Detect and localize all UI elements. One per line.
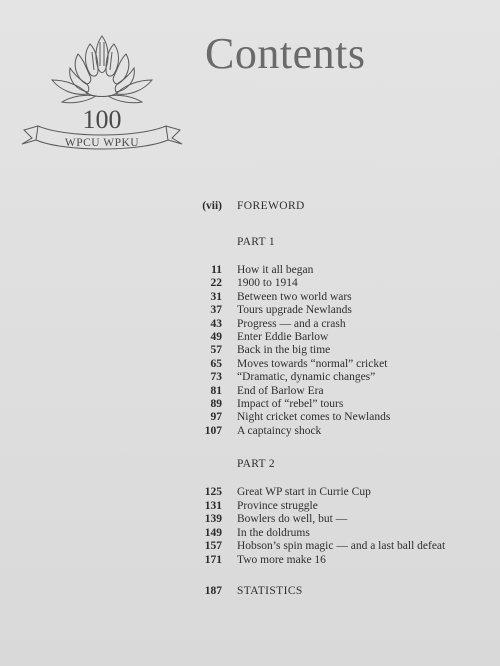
toc-entry-title: STATISTICS xyxy=(237,585,303,597)
toc-page-number: 139 xyxy=(204,513,222,525)
toc-entry-title: Two more make 16 xyxy=(237,553,326,566)
toc-page-number: 43 xyxy=(210,317,222,330)
toc-entry xyxy=(0,425,500,438)
toc-page-number: 97 xyxy=(210,411,222,424)
toc-page-number: 11 xyxy=(211,264,222,276)
protea-centenary-logo xyxy=(14,22,190,172)
toc-entry-title: FOREWORD xyxy=(237,200,305,212)
toc-entry-title: Moves towards “normal” cricket xyxy=(237,357,388,370)
toc-entry-title: Hobson’s spin magic — and a last ball defeat xyxy=(237,540,446,552)
toc-page-number: 125 xyxy=(204,486,222,498)
toc-entry-title: Between two world wars xyxy=(237,290,352,303)
toc-page-number: 157 xyxy=(204,540,222,552)
toc-entry-title: How it all began xyxy=(237,264,314,276)
toc-page-number: 37 xyxy=(210,304,222,317)
toc-entry xyxy=(0,398,500,411)
toc-entry xyxy=(0,513,500,526)
toc-entry-title: A captaincy shock xyxy=(237,424,322,437)
toc-page-number: 22 xyxy=(210,277,222,290)
toc-entry-title: Great WP start in Currie Cup xyxy=(237,486,371,498)
toc-entry-title: In the doldrums xyxy=(237,526,310,539)
toc-entry-title: Province struggle xyxy=(237,499,318,512)
logo-number: 100 xyxy=(82,105,122,134)
toc-entry-title: Progress — and a crash xyxy=(237,317,346,330)
toc-entry xyxy=(0,331,500,344)
toc-page-number: (vii) xyxy=(202,200,222,212)
toc-page-number: 81 xyxy=(210,384,222,397)
toc-entry xyxy=(0,540,500,553)
toc-page-number: 57 xyxy=(210,344,222,357)
toc-entry xyxy=(0,264,500,277)
toc-page-number: 171 xyxy=(204,553,222,566)
toc-entry-title: 1900 to 1914 xyxy=(237,277,298,290)
toc-entry xyxy=(0,486,500,499)
toc-page-number: 149 xyxy=(204,526,222,539)
part-1-heading: PART 1 xyxy=(237,236,275,248)
toc-entry-title: Enter Eddie Barlow xyxy=(237,331,329,343)
toc-entry xyxy=(0,344,500,357)
toc-entry xyxy=(0,554,500,567)
toc-entry xyxy=(0,371,500,384)
toc-entry-title: Bowlers do well, but — xyxy=(237,513,348,525)
toc-entry xyxy=(0,318,500,331)
logo-ribbon-text: WPCU WPKU xyxy=(64,137,140,149)
toc-entry-title: Tours upgrade Newlands xyxy=(237,304,352,317)
toc-entry-title: Impact of “rebel” tours xyxy=(237,398,344,410)
part-2-heading: PART 2 xyxy=(237,458,275,470)
toc-page-number: 73 xyxy=(210,371,222,384)
toc-entry xyxy=(0,277,500,290)
toc-entry-title: “Dramatic, dynamic changes” xyxy=(237,371,376,384)
toc-page-number: 89 xyxy=(210,398,222,410)
toc-page-number: 131 xyxy=(204,499,222,512)
toc-entry xyxy=(0,291,500,304)
page-title: Contents xyxy=(205,29,366,78)
toc-entry-title: End of Barlow Era xyxy=(237,384,324,397)
toc-entry xyxy=(0,358,500,371)
toc-entry xyxy=(0,527,500,540)
toc-page-number: 107 xyxy=(204,424,222,437)
toc-entry-statistics xyxy=(0,585,500,598)
toc-entry-title: Back in the big time xyxy=(237,344,331,357)
toc-page-number: 187 xyxy=(204,585,222,597)
toc-page-number: 49 xyxy=(210,331,222,343)
toc-entry-title: Night cricket comes to Newlands xyxy=(237,411,391,424)
toc-page-number: 65 xyxy=(210,357,222,370)
toc-entry xyxy=(0,385,500,398)
toc-entry-foreword xyxy=(0,200,500,213)
toc-page-number: 31 xyxy=(210,290,222,303)
toc-entry xyxy=(0,411,500,424)
toc-entry xyxy=(0,500,500,513)
toc-entry xyxy=(0,304,500,317)
